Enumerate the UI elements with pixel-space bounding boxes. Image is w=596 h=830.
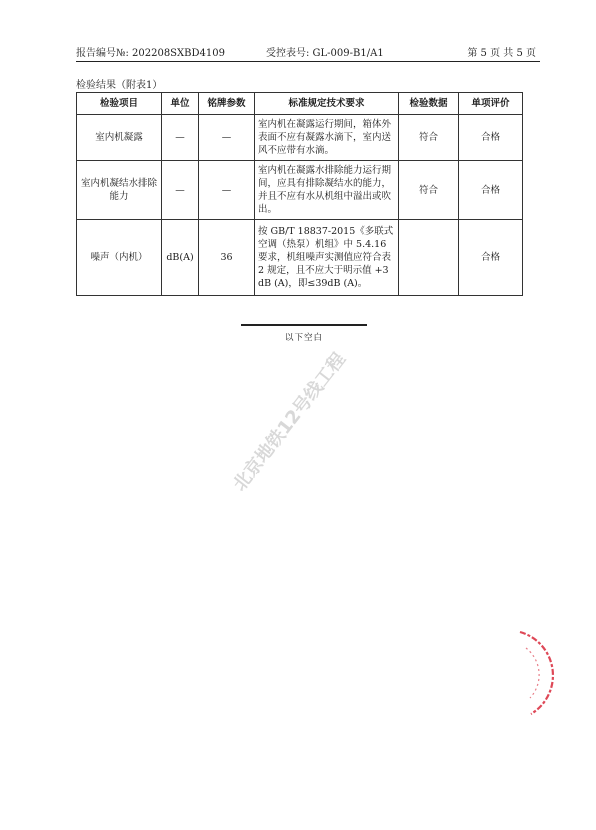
report-number: 报告编号№: 202208SXBD4109	[76, 48, 225, 59]
page-info: 第 5 页 共 5 页	[467, 48, 536, 59]
cell-data: 符合	[399, 115, 459, 161]
column-header-evaluation: 单项评价	[459, 93, 523, 115]
cell-nameplate: —	[199, 115, 255, 161]
header-divider	[76, 61, 540, 62]
cell-nameplate: 36	[199, 220, 255, 296]
cell-evaluation: 合格	[459, 115, 523, 161]
cell-unit: dB(A)	[162, 220, 199, 296]
cell-requirement: 按 GB/T 18837-2015《多联式空调（热泵）机组》中 5.4.16 要求，机组噪声实测值应符合表 2 规定，且不应大于明示值 +3 dB (A)，即≤39dB (A)。	[255, 220, 399, 296]
cell-item: 室内机凝露	[77, 115, 162, 161]
table-row	[77, 161, 523, 220]
cell-unit: —	[162, 115, 199, 161]
section-title: 检验结果（附表1）	[76, 80, 163, 91]
column-header-item: 检验项目	[77, 93, 162, 115]
cell-evaluation: 合格	[459, 220, 523, 296]
table-header-row	[77, 93, 523, 115]
cell-item: 室内机凝结水排除能力	[77, 161, 162, 220]
cell-requirement: 室内机在凝露水排除能力运行期间，应具有排除凝结水的能力，并且不应有水从机组中溢出或吹出。	[255, 161, 399, 220]
cell-requirement: 室内机在凝露运行期间，箱体外表面不应有凝露水滴下，室内送风不应带有水滴。	[255, 115, 399, 161]
cell-item: 噪声（内机）	[77, 220, 162, 296]
table-row	[77, 220, 523, 296]
cell-data	[399, 220, 459, 296]
column-header-requirement: 标准规定技术要求	[255, 93, 399, 115]
watermark: 北京地铁12号线工程	[229, 348, 350, 496]
column-header-data: 检验数据	[399, 93, 459, 115]
seal-stamp-icon	[500, 628, 560, 718]
page-header	[76, 42, 538, 60]
table-row	[77, 115, 523, 161]
cell-data: 符合	[399, 161, 459, 220]
column-header-unit: 单位	[162, 93, 199, 115]
results-table	[76, 92, 523, 296]
column-header-nameplate: 铭牌参数	[199, 93, 255, 115]
control-number: 受控表号: GL-009-B1/A1	[266, 48, 384, 59]
cell-nameplate: —	[199, 161, 255, 220]
cell-unit: —	[162, 161, 199, 220]
end-note: 以下空白	[284, 333, 323, 343]
cell-evaluation: 合格	[459, 161, 523, 220]
